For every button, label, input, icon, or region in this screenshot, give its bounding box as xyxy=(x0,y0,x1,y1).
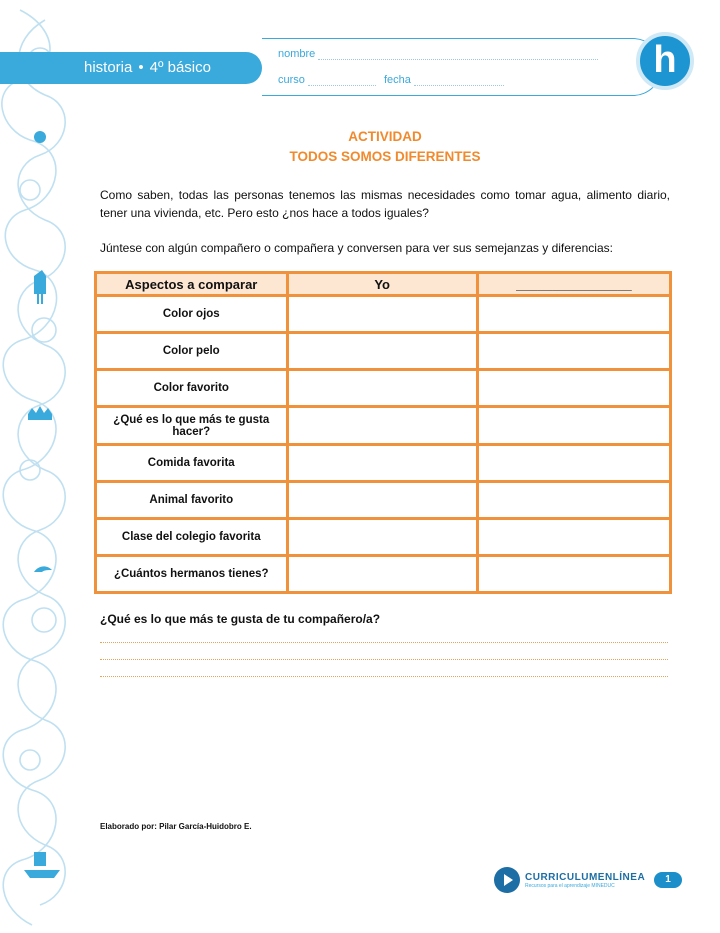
partner-answer-cell[interactable] xyxy=(477,445,670,482)
partner-answer-cell[interactable] xyxy=(477,370,670,407)
nombre-label: nombre xyxy=(278,48,316,60)
intro-paragraph: Como saben, todas las personas tenemos las mismas necesidades como tomar agua, alimento diario, tener una vivienda, etc. Pero esto ¿nos hace a todos iguales? xyxy=(100,188,670,220)
brand-name: CURRICULUMENLÍNEA xyxy=(525,871,646,883)
partner-answer-cell[interactable] xyxy=(477,407,670,445)
yo-answer-cell[interactable] xyxy=(287,407,477,445)
aspect-cell: Comida favorita xyxy=(96,445,288,482)
header-aspects: Aspectos a comparar xyxy=(96,273,288,296)
yo-answer-cell[interactable] xyxy=(287,445,477,482)
comparison-table xyxy=(94,271,672,594)
grade-label: 4º básico xyxy=(149,59,211,76)
table-row xyxy=(96,519,671,556)
table-row xyxy=(96,556,671,593)
partner-answer-cell[interactable] xyxy=(477,333,670,370)
partner-answer-cell[interactable] xyxy=(477,556,670,593)
aspect-cell: Color pelo xyxy=(96,333,288,370)
instruction-text: Júntese con algún compañero o compañera y conversen para ver sus semejanzas y diferencias: xyxy=(100,241,613,255)
nombre-field[interactable] xyxy=(278,48,598,60)
explorer-figure-icon xyxy=(34,270,46,304)
fecha-label: fecha xyxy=(384,74,411,86)
brand-tagline: Recursos para el aprendizaje MINEDUC xyxy=(525,882,615,889)
yo-answer-cell[interactable] xyxy=(287,370,477,407)
aspect-cell: ¿Cuántos hermanos tienes? xyxy=(96,556,288,593)
student-info-box xyxy=(262,38,662,96)
yo-answer-cell[interactable] xyxy=(287,556,477,593)
curso-label: curso xyxy=(278,74,305,86)
curso-field[interactable] xyxy=(278,74,376,86)
bird-icon xyxy=(34,566,52,572)
answer-line[interactable] xyxy=(100,676,668,677)
globe-icon xyxy=(34,131,46,143)
answer-line[interactable] xyxy=(100,659,668,660)
fecha-field[interactable] xyxy=(384,74,504,86)
author-credit: Elaborado por: Pilar García-Huidobro E. xyxy=(100,822,252,831)
header-yo: Yo xyxy=(287,273,477,296)
subject-band xyxy=(0,52,262,84)
aspect-cell: Animal favorito xyxy=(96,482,288,519)
yo-answer-cell[interactable] xyxy=(287,482,477,519)
header-partner-name[interactable]: ________________ xyxy=(477,273,670,296)
partner-question: ¿Qué es lo que más te gusta de tu compañero/a? xyxy=(100,612,381,626)
partner-answer-cell[interactable] xyxy=(477,519,670,556)
table-row xyxy=(96,333,671,370)
table-row xyxy=(96,407,671,445)
aspect-cell: ¿Qué es lo que más te gusta hacer? xyxy=(96,407,288,445)
h-logo-icon: h xyxy=(636,32,694,90)
fecha-line[interactable] xyxy=(414,85,504,86)
activity-title: TODOS SOMOS DIFERENTES xyxy=(289,149,481,164)
aspect-cell: Clase del colegio favorita xyxy=(96,519,288,556)
aspect-cell: Color ojos xyxy=(96,296,288,333)
yo-answer-cell[interactable] xyxy=(287,296,477,333)
decorative-swirl-border xyxy=(0,0,80,933)
partner-answer-cell[interactable] xyxy=(477,296,670,333)
aspect-cell: Color favorito xyxy=(96,370,288,407)
table-row xyxy=(96,482,671,519)
separator-dot: • xyxy=(138,59,144,76)
nombre-line[interactable] xyxy=(318,59,598,60)
table-row xyxy=(96,296,671,333)
play-arrow-icon xyxy=(494,867,520,893)
yo-answer-cell[interactable] xyxy=(287,519,477,556)
partner-answer-cell[interactable] xyxy=(477,482,670,519)
activity-label: ACTIVIDAD xyxy=(348,129,422,144)
answer-line[interactable] xyxy=(100,642,668,643)
table-row xyxy=(96,445,671,482)
table-header-row xyxy=(96,273,671,296)
curso-line[interactable] xyxy=(308,85,376,86)
yo-answer-cell[interactable] xyxy=(287,333,477,370)
curriculum-en-linea-logo xyxy=(494,866,645,894)
ship-icon xyxy=(24,848,60,878)
page-number: 1 xyxy=(654,872,682,888)
table-row xyxy=(96,370,671,407)
subject-label: historia xyxy=(84,59,133,76)
